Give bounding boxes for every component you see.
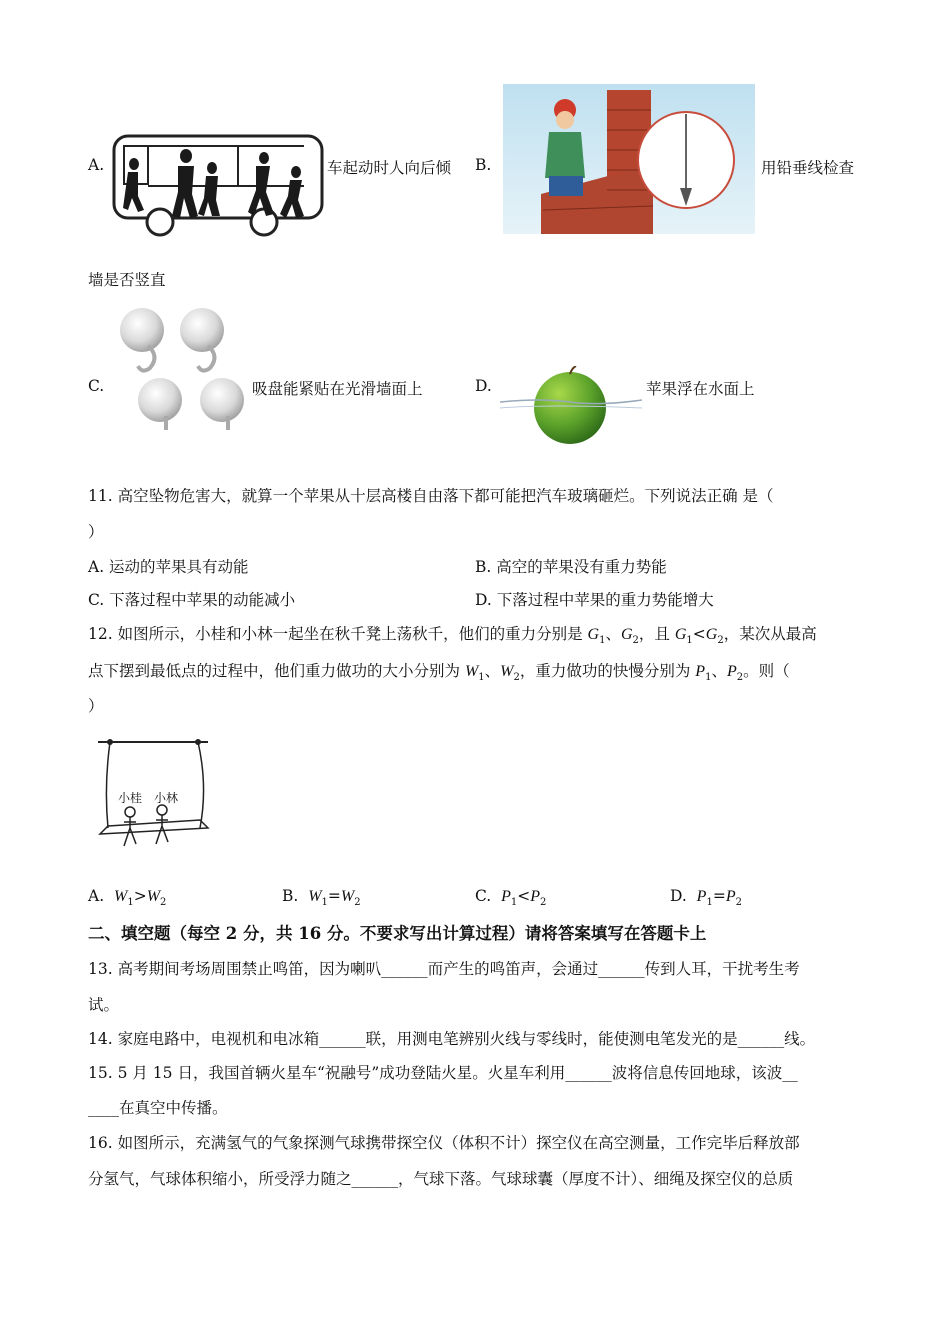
swing-label-xiaolin: 小林 xyxy=(154,791,179,805)
q16-stem: 16. 如图所示，充满氢气的气象探测气球携带探空仪（体积不计）探空仪在高空测量，工作完毕后释放部 xyxy=(88,1134,800,1152)
suction-cups-figure xyxy=(116,300,250,436)
q11-option-b: B. 高空的苹果没有重力势能 xyxy=(475,558,667,576)
q14-stem: 14. 家庭电路中，电视机和电冰箱______联，用测电笔辨别火线与零线时，能使测电笔发光的是______线。 xyxy=(88,1030,816,1048)
q15-stem-cont: ____在真空中传播。 xyxy=(88,1099,228,1117)
q10-option-d-text: 苹果浮在水面上 xyxy=(646,380,755,398)
q12-option-b: B. $W_1=W_2$ xyxy=(282,887,361,909)
q12-option-d: D. $P_1=P_2$ xyxy=(670,887,742,909)
q10-option-b-text-cont: 墙是否竖直 xyxy=(88,271,166,289)
q16-stem-cont: 分氢气，气球体积缩小，所受浮力随之______，气球下落。气球球囊（厚度不计）、细绳及探空仪的总质 xyxy=(88,1170,794,1188)
q12-stem-line1: 12. 如图所示，小桂和小林一起坐在秋千凳上荡秋千，他们的重力分别是 $G_1$、$G_2$，且 $G_1<G_2$，某次从最高 xyxy=(88,625,817,647)
q10-option-b-text: 用铅垂线检查 xyxy=(761,159,855,177)
swing-label-xiaogui: 小桂 xyxy=(118,791,143,805)
bus-figure xyxy=(108,130,328,242)
q10-option-c-label: C. xyxy=(88,377,105,395)
floating-apple-figure xyxy=(500,366,642,450)
q10-option-c-text: 吸盘能紧贴在光滑墙面上 xyxy=(252,380,423,398)
q11-option-a: A. 运动的苹果具有动能 xyxy=(88,558,249,576)
q12-option-a: A. $W_1>W_2$ xyxy=(88,887,167,909)
q10-option-b-label: B. xyxy=(475,156,492,174)
section-2-heading: 二、填空题（每空 2 分，共 16 分。不要求写出计算过程）请将答案填写在答题卡上 xyxy=(88,924,707,943)
q15-stem: 15. 5 月 15 日，我国首辆火星车“祝融号”成功登陆火星。火星车利用______波将信息传回地球，该波__ xyxy=(88,1064,798,1082)
q10-option-a-text: 车起动时人向后倾 xyxy=(327,159,452,177)
q12-stem-line2: 点下摆到最低点的过程中，他们重力做功的大小分别为 $W_1$、$W_2$，重力做功的快慢分别为 $P_1$、$P_2$。则（ xyxy=(88,662,790,684)
q11-option-c: C. 下落过程中苹果的动能减小 xyxy=(88,591,296,609)
swing-figure xyxy=(96,736,212,854)
q11-stem: 11. 高空坠物危害大，就算一个苹果从十层高楼自由落下都可能把汽车玻璃砸烂。下列说法正确 是（ xyxy=(88,487,774,505)
q12-stem-line3: ） xyxy=(88,697,104,715)
q13-stem: 13. 高考期间考场周围禁止鸣笛，因为喇叭______而产生的鸣笛声，会通过______传到人耳，干扰考生考 xyxy=(88,960,800,978)
q11-option-d: D. 下落过程中苹果的重力势能增大 xyxy=(475,591,714,609)
q11-stem-cont: ） xyxy=(88,523,104,541)
plumb-line-figure xyxy=(503,84,755,234)
q10-option-d-label: D. xyxy=(475,377,492,395)
q10-option-a-label: A. xyxy=(88,156,105,174)
q12-option-c: C. $P_1<P_2$ xyxy=(475,887,547,909)
q13-stem-cont: 试。 xyxy=(88,996,120,1014)
